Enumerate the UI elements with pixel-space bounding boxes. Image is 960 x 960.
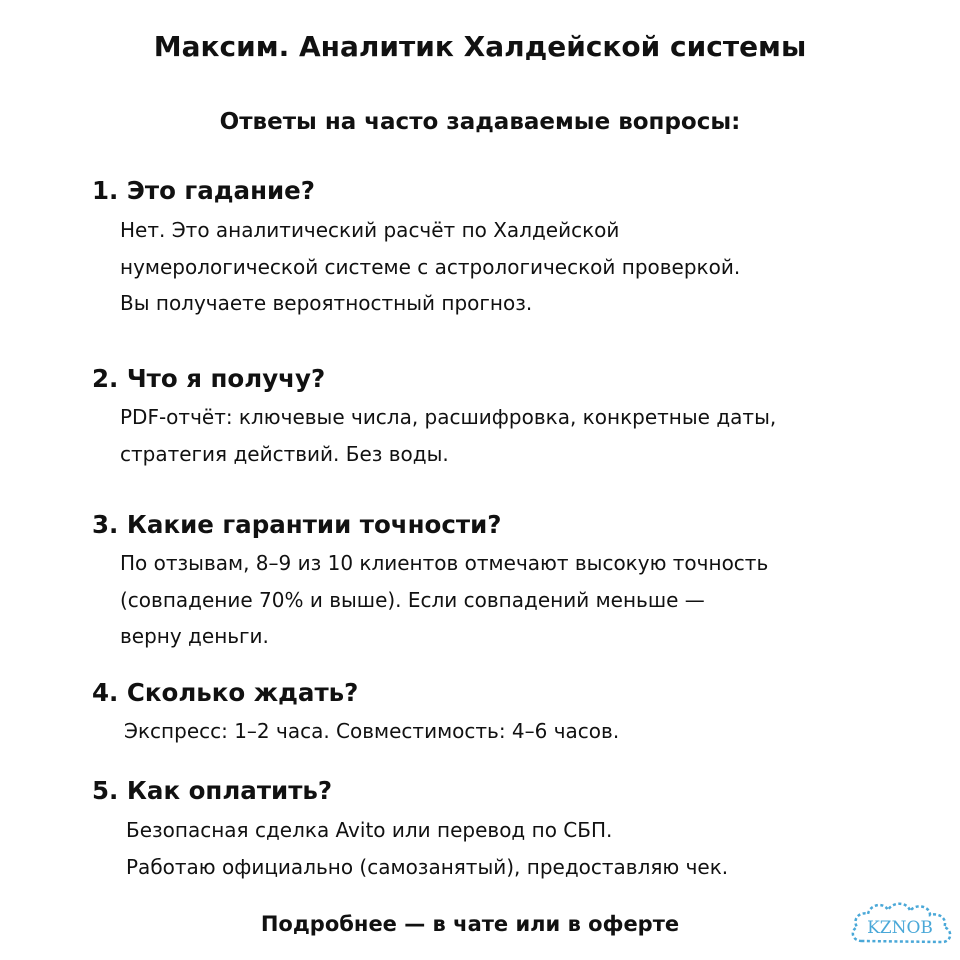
faq-answer-1-line-2: нумерологической системе с астрологической проверкой. <box>120 255 741 279</box>
faq-question-5: 5. Как оплатить? <box>92 776 333 805</box>
faq-answer-5-line-2: Работаю официально (самозанятый), предоставляю чек. <box>126 855 729 879</box>
faq-answer-3-line-1: По отзывам, 8–9 из 10 клиентов отмечают высокую точность <box>120 551 769 575</box>
faq-answer-1-line-3: Вы получаете вероятностный прогноз. <box>120 291 533 315</box>
faq-answer-2-line-1: PDF-отчёт: ключевые числа, расшифровка, конкретные даты, <box>120 405 777 429</box>
faq-question-4: 4. Сколько ждать? <box>92 678 359 707</box>
watermark-text: KZNOB <box>867 918 933 938</box>
page-subtitle: Ответы на часто задаваемые вопросы: <box>219 109 741 135</box>
faq-answer-3-line-3: верну деньги. <box>120 624 269 648</box>
faq-answer-3-line-2: (совпадение 70% и выше). Если совпадений меньше — <box>120 588 705 612</box>
faq-answer-5-line-1: Безопасная сделка Avito или перевод по СБП. <box>126 818 613 842</box>
faq-question-2: 2. Что я получу? <box>92 364 326 393</box>
faq-question-3: 3. Какие гарантии точности? <box>92 510 502 539</box>
footer-note: Подробнее — в чате или в оферте <box>260 912 680 936</box>
page-title: Максим. Аналитик Халдейской системы <box>153 30 807 63</box>
faq-answer-4-line-1: Экспресс: 1–2 часа. Совместимость: 4–6 часов. <box>124 719 620 743</box>
kznob-watermark-logo <box>848 895 958 955</box>
faq-answer-1-line-1: Нет. Это аналитический расчёт по Халдейской <box>120 218 620 242</box>
faq-question-1: 1. Это гадание? <box>92 176 316 205</box>
faq-answer-2-line-2: стратегия действий. Без воды. <box>120 442 449 466</box>
